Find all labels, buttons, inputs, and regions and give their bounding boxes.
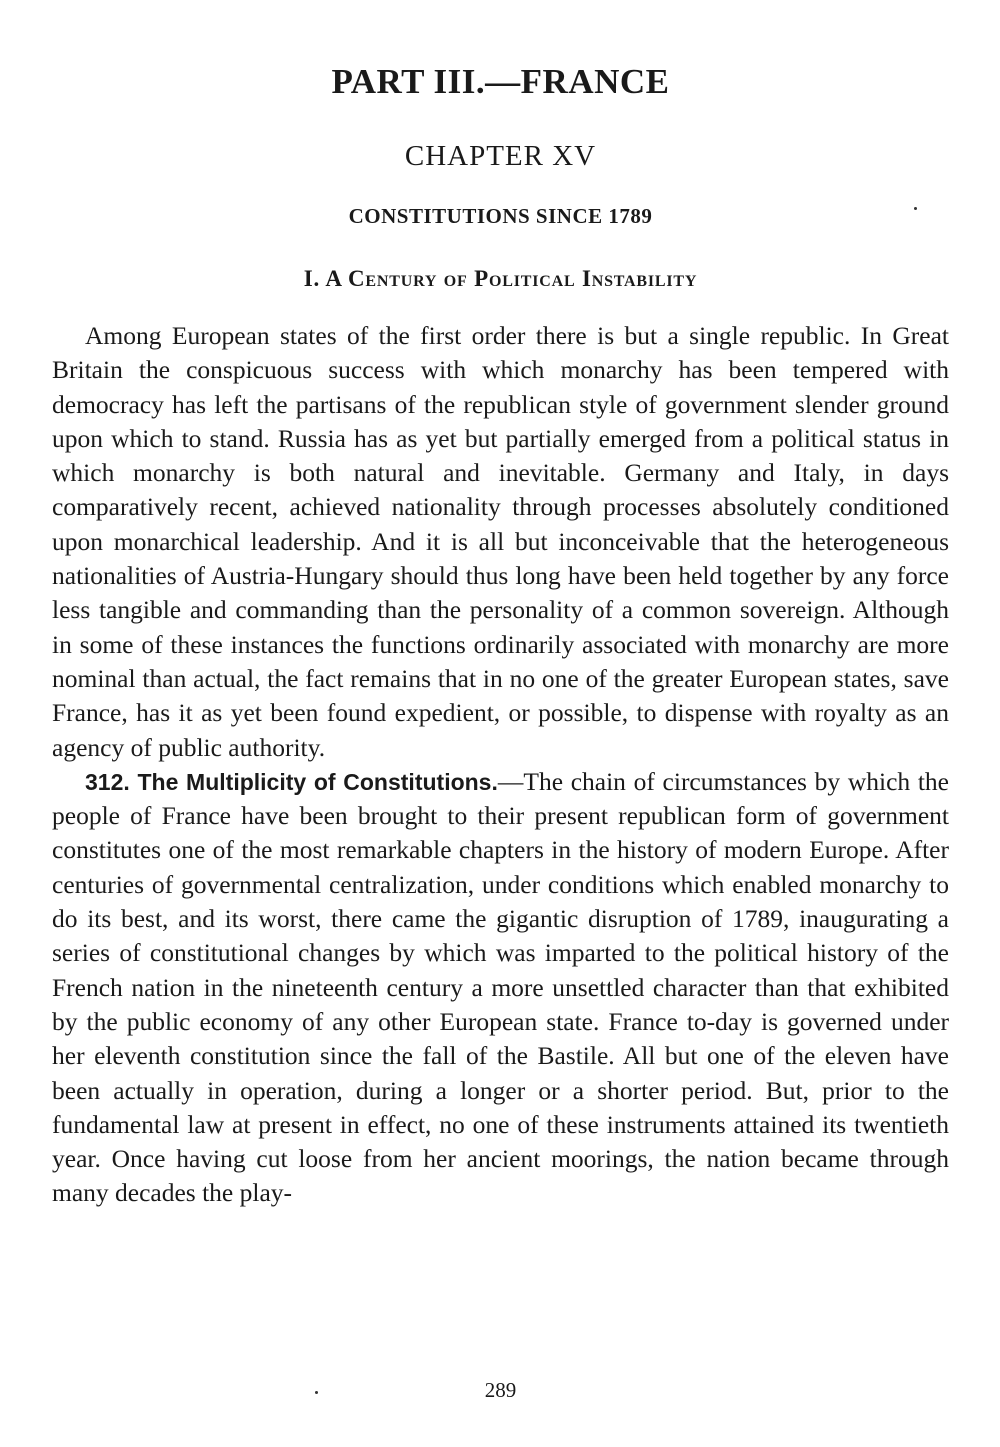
part-title: PART III.—FRANCE	[331, 62, 670, 101]
chapter-title: CHAPTER XV	[404, 140, 597, 172]
page-number: 289	[484, 1378, 517, 1402]
body-text	[52, 319, 949, 1211]
scan-speck	[315, 1391, 318, 1394]
section-title: I. A Century of Political Instability	[303, 266, 698, 291]
paragraph-text: Among European states of the first order there is but a single republic. In Great Britain the conspicuous success with which monarchy has been tempered with democracy has left the partisans of the republican style of government slender ground upon which to stand. Russia has as yet but partially emerged from a political status in which monarchy is both natural and inevitable. Germany and Italy, in days comparatively recent, achieved nationality through processes absolutely conditioned upon monarchical leadership. And it is all but inconceivable that the heterogeneous nationalities of Austria-Hungary should thus long have been held together by any force less tangible and commanding than the personality of a common sovereign. Although in some of these instances the functions ordinarily associated with monarchy are more nominal than actual, the fact remains that in no one of the greater European states, save France, has it as yet been found expedient, or possible, to dispense with royalty as an agency of public authority.	[52, 321, 949, 762]
paragraph-text: —The chain of circumstances by which the people of France have been brought to their present republican form of government constitutes one of the most remarkable chapters in the history of modern Europe. After centuries of governmental centralization, under conditions which enabled monarchy to do its best, and its worst, there came the gigantic disruption of 1789, inaugurating a series of constitutional changes by which was imparted to the political history of the French nation in the nineteenth century a more unsettled character than that exhibited by the public economy of any other European state. France to-day is governed under her eleventh constitution since the fall of the Bastile. All but one of the eleven have been actually in operation, during a longer or a shorter period. But, prior to the fundamental law at present in effect, no one of these instruments attained its twentieth year. Once having cut loose from her ancient moorings, the nation became through many decades the play-	[52, 766, 950, 1208]
paragraph-heading: 312. The Multiplicity of Constitutions.	[85, 768, 498, 795]
chapter-subtitle: CONSTITUTIONS SINCE 1789	[348, 204, 653, 228]
paragraph-intro	[52, 319, 949, 765]
paragraph-multiplicity	[52, 765, 949, 1211]
scan-speck	[914, 207, 917, 210]
